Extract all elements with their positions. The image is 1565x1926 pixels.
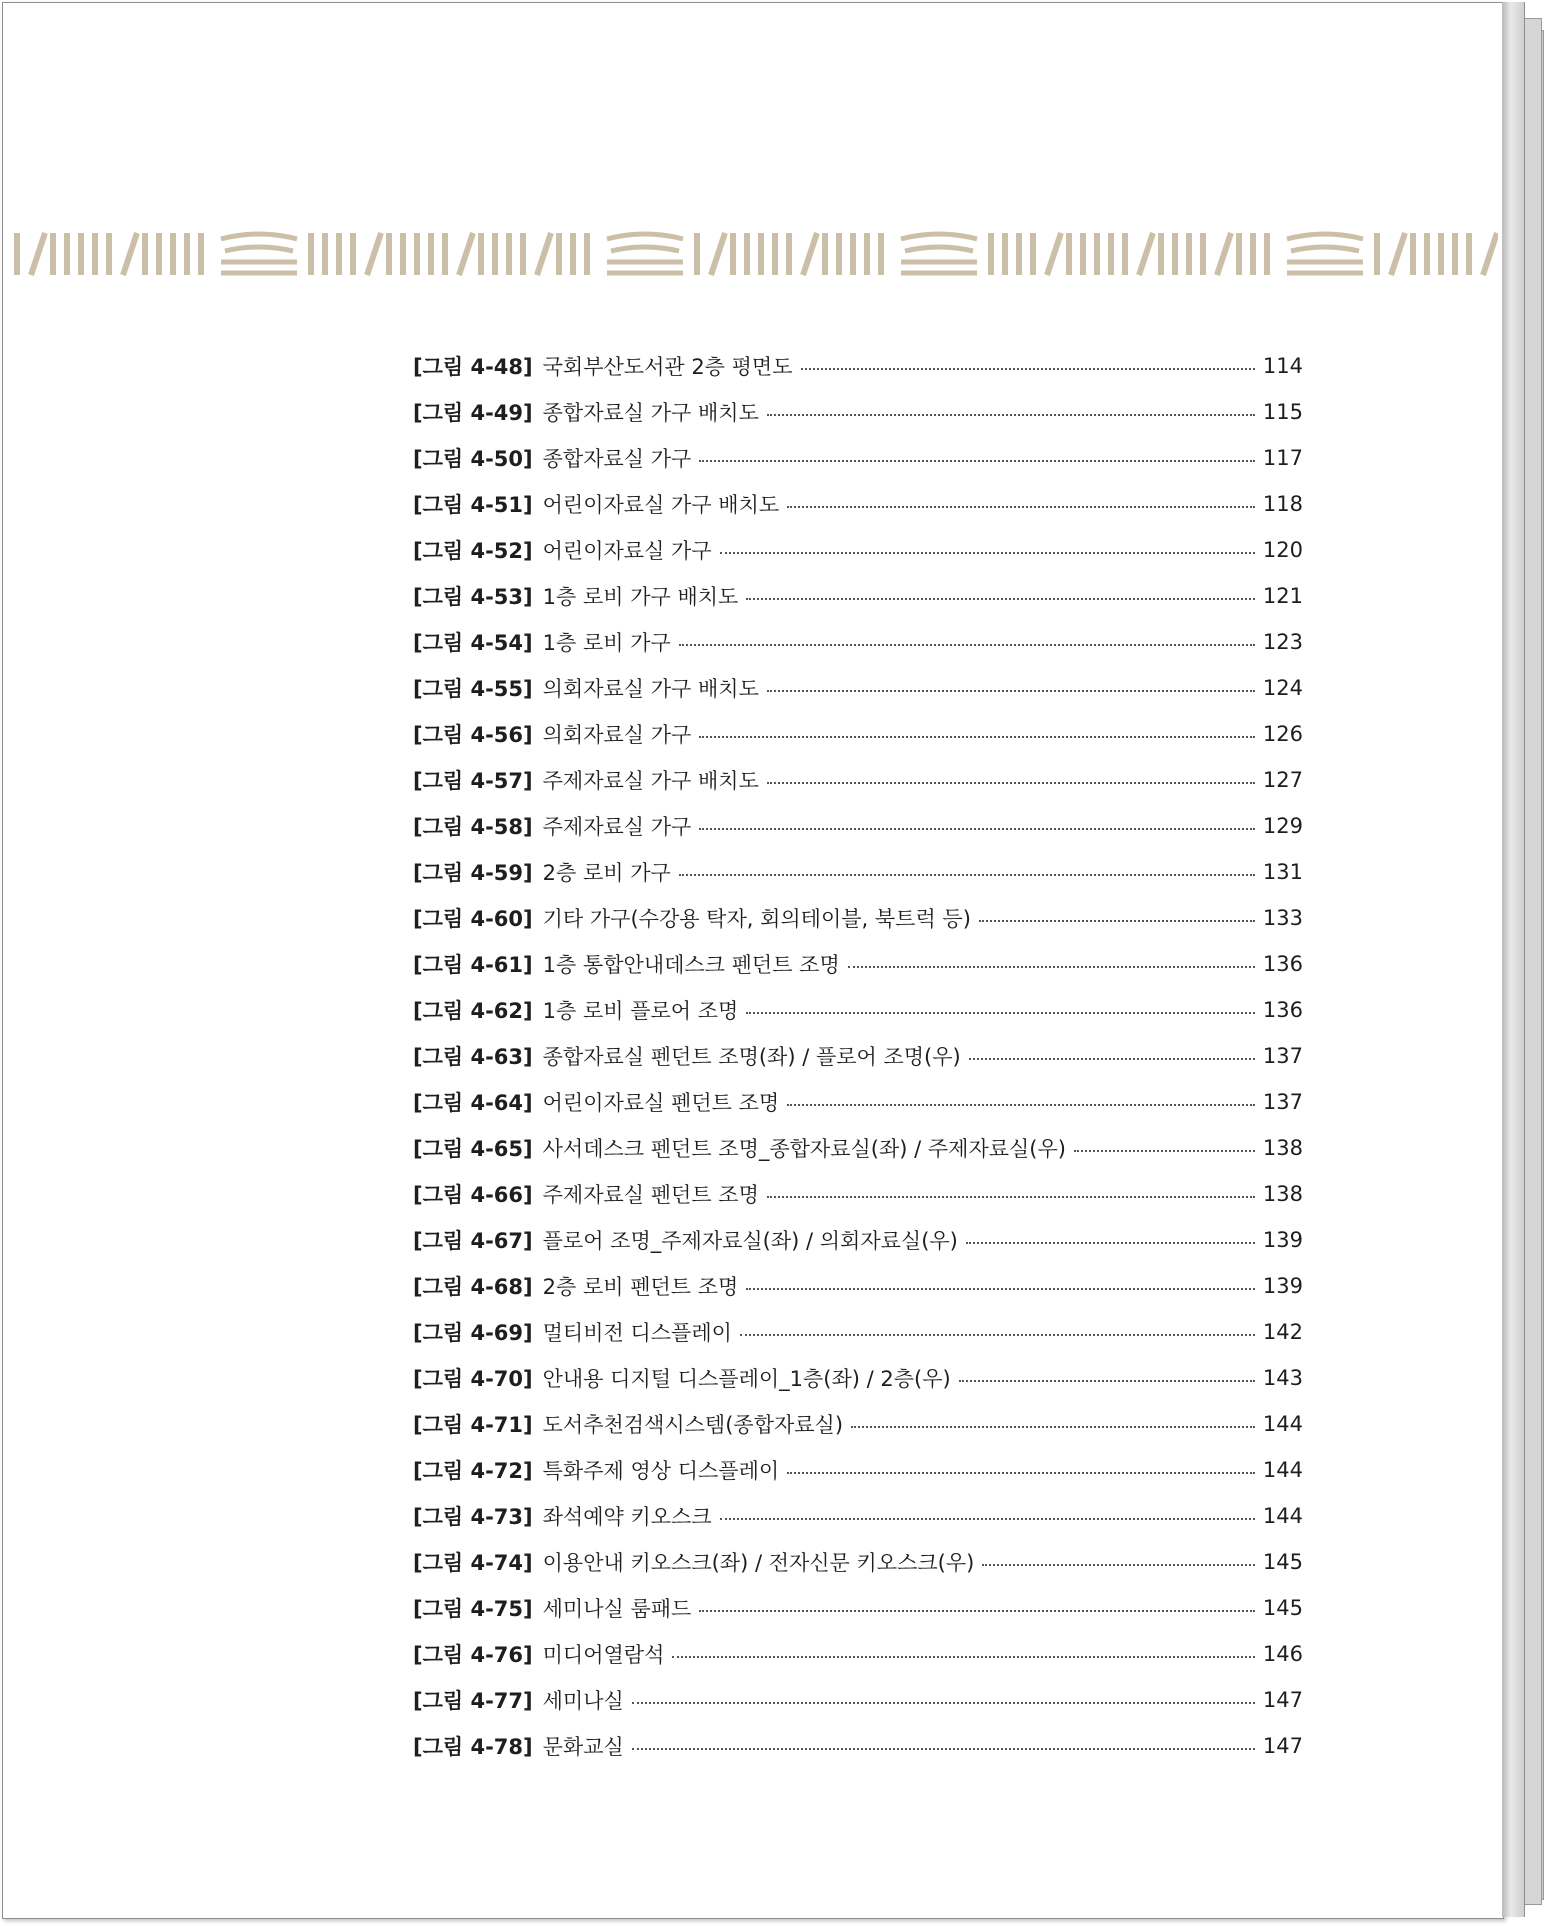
toc-entry xyxy=(413,757,1303,803)
figure-title: 종합자료실 펜던트 조명(좌) / 플로어 조명(우) xyxy=(542,1045,961,1069)
figure-title: 의회자료실 가구 배치도 xyxy=(542,677,759,701)
toc-entry xyxy=(413,343,1303,389)
figure-title: 주제자료실 펜던트 조명 xyxy=(542,1183,759,1207)
figure-title: 세미나실 룸패드 xyxy=(542,1597,692,1621)
figure-number: [그림 4-49] xyxy=(413,401,533,425)
figure-title: 2층 로비 가구 xyxy=(542,861,671,885)
toc-entry xyxy=(413,1493,1303,1539)
figure-number: [그림 4-75] xyxy=(413,1597,533,1621)
figure-number: [그림 4-78] xyxy=(413,1735,533,1759)
toc-entry xyxy=(413,941,1303,987)
page-number: 139 xyxy=(1262,1228,1303,1252)
figure-title: 플로어 조명_주제자료실(좌) / 의회자료실(우) xyxy=(542,1229,958,1253)
toc-entry xyxy=(413,573,1303,619)
figure-title: 안내용 디지털 디스플레이_1층(좌) / 2층(우) xyxy=(542,1367,951,1391)
dot-leader xyxy=(720,552,1255,554)
figure-title: 어린이자료실 가구 xyxy=(542,539,712,563)
toc-entry xyxy=(413,1723,1303,1769)
figure-number: [그림 4-70] xyxy=(413,1367,533,1391)
toc-entry xyxy=(413,389,1303,435)
page-number: 114 xyxy=(1262,354,1303,378)
figure-title: 주제자료실 가구 xyxy=(542,815,692,839)
page-number: 147 xyxy=(1262,1688,1303,1712)
page-number: 136 xyxy=(1262,998,1303,1022)
figure-title: 국회부산도서관 2층 평면도 xyxy=(542,355,793,379)
toc-entry xyxy=(413,1263,1303,1309)
figure-title: 1층 로비 플로어 조명 xyxy=(542,999,739,1023)
figure-title: 어린이자료실 가구 배치도 xyxy=(542,493,780,517)
toc-entry xyxy=(413,1309,1303,1355)
dot-leader xyxy=(982,1564,1255,1566)
dot-leader xyxy=(746,1012,1255,1014)
page-number: 118 xyxy=(1262,492,1303,516)
figure-number: [그림 4-73] xyxy=(413,1505,533,1529)
figure-number: [그림 4-61] xyxy=(413,953,533,977)
figure-title: 기타 가구(수강용 탁자, 회의테이블, 북트럭 등) xyxy=(542,907,971,931)
figure-number: [그림 4-76] xyxy=(413,1643,533,1667)
figure-list xyxy=(413,343,1303,1769)
decorative-pattern-band xyxy=(13,231,1498,277)
page-number: 138 xyxy=(1262,1136,1303,1160)
book-page xyxy=(2,2,1504,1919)
figure-title: 도서추천검색시스템(종합자료실) xyxy=(542,1413,844,1437)
pattern-ornament-icon xyxy=(13,231,1498,277)
dot-leader xyxy=(699,828,1255,830)
figure-number: [그림 4-71] xyxy=(413,1413,533,1437)
toc-entry xyxy=(413,1355,1303,1401)
figure-number: [그림 4-58] xyxy=(413,815,533,839)
figure-number: [그림 4-66] xyxy=(413,1183,533,1207)
page-number: 131 xyxy=(1262,860,1303,884)
dot-leader xyxy=(720,1518,1255,1520)
figure-number: [그림 4-50] xyxy=(413,447,533,471)
dot-leader xyxy=(699,1610,1255,1612)
page-number: 129 xyxy=(1262,814,1303,838)
dot-leader xyxy=(679,874,1255,876)
page-number: 139 xyxy=(1262,1274,1303,1298)
figure-number: [그림 4-48] xyxy=(413,355,533,379)
figure-number: [그림 4-64] xyxy=(413,1091,533,1115)
toc-entry xyxy=(413,1539,1303,1585)
figure-title: 종합자료실 가구 xyxy=(542,447,692,471)
figure-title: 이용안내 키오스크(좌) / 전자신문 키오스크(우) xyxy=(542,1551,975,1575)
page-number: 145 xyxy=(1262,1596,1303,1620)
page-number: 142 xyxy=(1262,1320,1303,1344)
toc-entry xyxy=(413,1033,1303,1079)
dot-leader xyxy=(767,1196,1255,1198)
figure-title: 멀티비전 디스플레이 xyxy=(542,1321,732,1345)
page-number: 137 xyxy=(1262,1090,1303,1114)
figure-title: 문화교실 xyxy=(542,1735,624,1759)
figure-number: [그림 4-51] xyxy=(413,493,533,517)
dot-leader xyxy=(959,1380,1255,1382)
book-spine-edge xyxy=(1502,2,1525,1917)
toc-entry xyxy=(413,1079,1303,1125)
dot-leader xyxy=(787,506,1255,508)
figure-title: 종합자료실 가구 배치도 xyxy=(542,401,759,425)
dot-leader xyxy=(699,736,1255,738)
dot-leader xyxy=(966,1242,1255,1244)
page-number: 144 xyxy=(1262,1504,1303,1528)
page-number: 146 xyxy=(1262,1642,1303,1666)
dot-leader xyxy=(979,920,1255,922)
page-number: 136 xyxy=(1262,952,1303,976)
figure-number: [그림 4-77] xyxy=(413,1689,533,1713)
dot-leader xyxy=(746,1288,1255,1290)
toc-entry xyxy=(413,987,1303,1033)
toc-entry xyxy=(413,711,1303,757)
figure-title: 1층 로비 가구 배치도 xyxy=(542,585,739,609)
figure-title: 어린이자료실 펜던트 조명 xyxy=(542,1091,780,1115)
toc-entry xyxy=(413,1447,1303,1493)
toc-entry xyxy=(413,1631,1303,1677)
figure-number: [그림 4-74] xyxy=(413,1551,533,1575)
figure-number: [그림 4-57] xyxy=(413,769,533,793)
figure-number: [그림 4-52] xyxy=(413,539,533,563)
page-number: 120 xyxy=(1262,538,1303,562)
figure-title: 1층 로비 가구 xyxy=(542,631,671,655)
figure-number: [그림 4-53] xyxy=(413,585,533,609)
toc-entry xyxy=(413,665,1303,711)
figure-number: [그림 4-56] xyxy=(413,723,533,747)
toc-entry xyxy=(413,435,1303,481)
page-number: 137 xyxy=(1262,1044,1303,1068)
page-number: 138 xyxy=(1262,1182,1303,1206)
toc-entry xyxy=(413,1585,1303,1631)
page-number: 115 xyxy=(1262,400,1303,424)
figure-title: 1층 통합안내데스크 펜던트 조명 xyxy=(542,953,840,977)
figure-title: 특화주제 영상 디스플레이 xyxy=(542,1459,780,1483)
dot-leader xyxy=(767,782,1255,784)
toc-entry xyxy=(413,527,1303,573)
figure-number: [그림 4-55] xyxy=(413,677,533,701)
page-number: 121 xyxy=(1262,584,1303,608)
figure-number: [그림 4-59] xyxy=(413,861,533,885)
page-number: 126 xyxy=(1262,722,1303,746)
figure-title: 2층 로비 펜던트 조명 xyxy=(542,1275,739,1299)
page-number: 124 xyxy=(1262,676,1303,700)
figure-number: [그림 4-69] xyxy=(413,1321,533,1345)
page-number: 147 xyxy=(1262,1734,1303,1758)
dot-leader xyxy=(699,460,1255,462)
dot-leader xyxy=(787,1472,1255,1474)
figure-number: [그림 4-65] xyxy=(413,1137,533,1161)
figure-title: 미디어열람석 xyxy=(542,1643,665,1667)
dot-leader xyxy=(801,368,1255,370)
toc-entry xyxy=(413,481,1303,527)
figure-title: 세미나실 xyxy=(542,1689,624,1713)
figure-number: [그림 4-68] xyxy=(413,1275,533,1299)
page-number: 144 xyxy=(1262,1458,1303,1482)
page-number: 143 xyxy=(1262,1366,1303,1390)
dot-leader xyxy=(740,1334,1255,1336)
figure-title: 의회자료실 가구 xyxy=(542,723,692,747)
figure-number: [그림 4-62] xyxy=(413,999,533,1023)
toc-entry xyxy=(413,895,1303,941)
figure-number: [그림 4-60] xyxy=(413,907,533,931)
dot-leader xyxy=(746,598,1255,600)
page-number: 117 xyxy=(1262,446,1303,470)
page-number: 144 xyxy=(1262,1412,1303,1436)
page-number: 127 xyxy=(1262,768,1303,792)
figure-number: [그림 4-63] xyxy=(413,1045,533,1069)
dot-leader xyxy=(679,644,1255,646)
dot-leader xyxy=(767,690,1255,692)
page-number: 145 xyxy=(1262,1550,1303,1574)
dot-leader xyxy=(1074,1150,1255,1152)
figure-title: 주제자료실 가구 배치도 xyxy=(542,769,759,793)
page-number: 123 xyxy=(1262,630,1303,654)
dot-leader xyxy=(632,1748,1255,1750)
toc-entry xyxy=(413,1171,1303,1217)
toc-entry xyxy=(413,1677,1303,1723)
dot-leader xyxy=(767,414,1255,416)
toc-entry xyxy=(413,1217,1303,1263)
dot-leader xyxy=(672,1656,1255,1658)
dot-leader xyxy=(851,1426,1255,1428)
dot-leader xyxy=(632,1702,1255,1704)
figure-title: 사서데스크 펜던트 조명_종합자료실(좌) / 주제자료실(우) xyxy=(542,1137,1066,1161)
figure-title: 좌석예약 키오스크 xyxy=(542,1505,712,1529)
toc-entry xyxy=(413,1401,1303,1447)
toc-entry xyxy=(413,849,1303,895)
toc-entry xyxy=(413,1125,1303,1171)
dot-leader xyxy=(787,1104,1255,1106)
dot-leader xyxy=(969,1058,1255,1060)
toc-entry xyxy=(413,619,1303,665)
figure-number: [그림 4-67] xyxy=(413,1229,533,1253)
figure-number: [그림 4-54] xyxy=(413,631,533,655)
figure-number: [그림 4-72] xyxy=(413,1459,533,1483)
dot-leader xyxy=(848,966,1255,968)
page-number: 133 xyxy=(1262,906,1303,930)
toc-entry xyxy=(413,803,1303,849)
